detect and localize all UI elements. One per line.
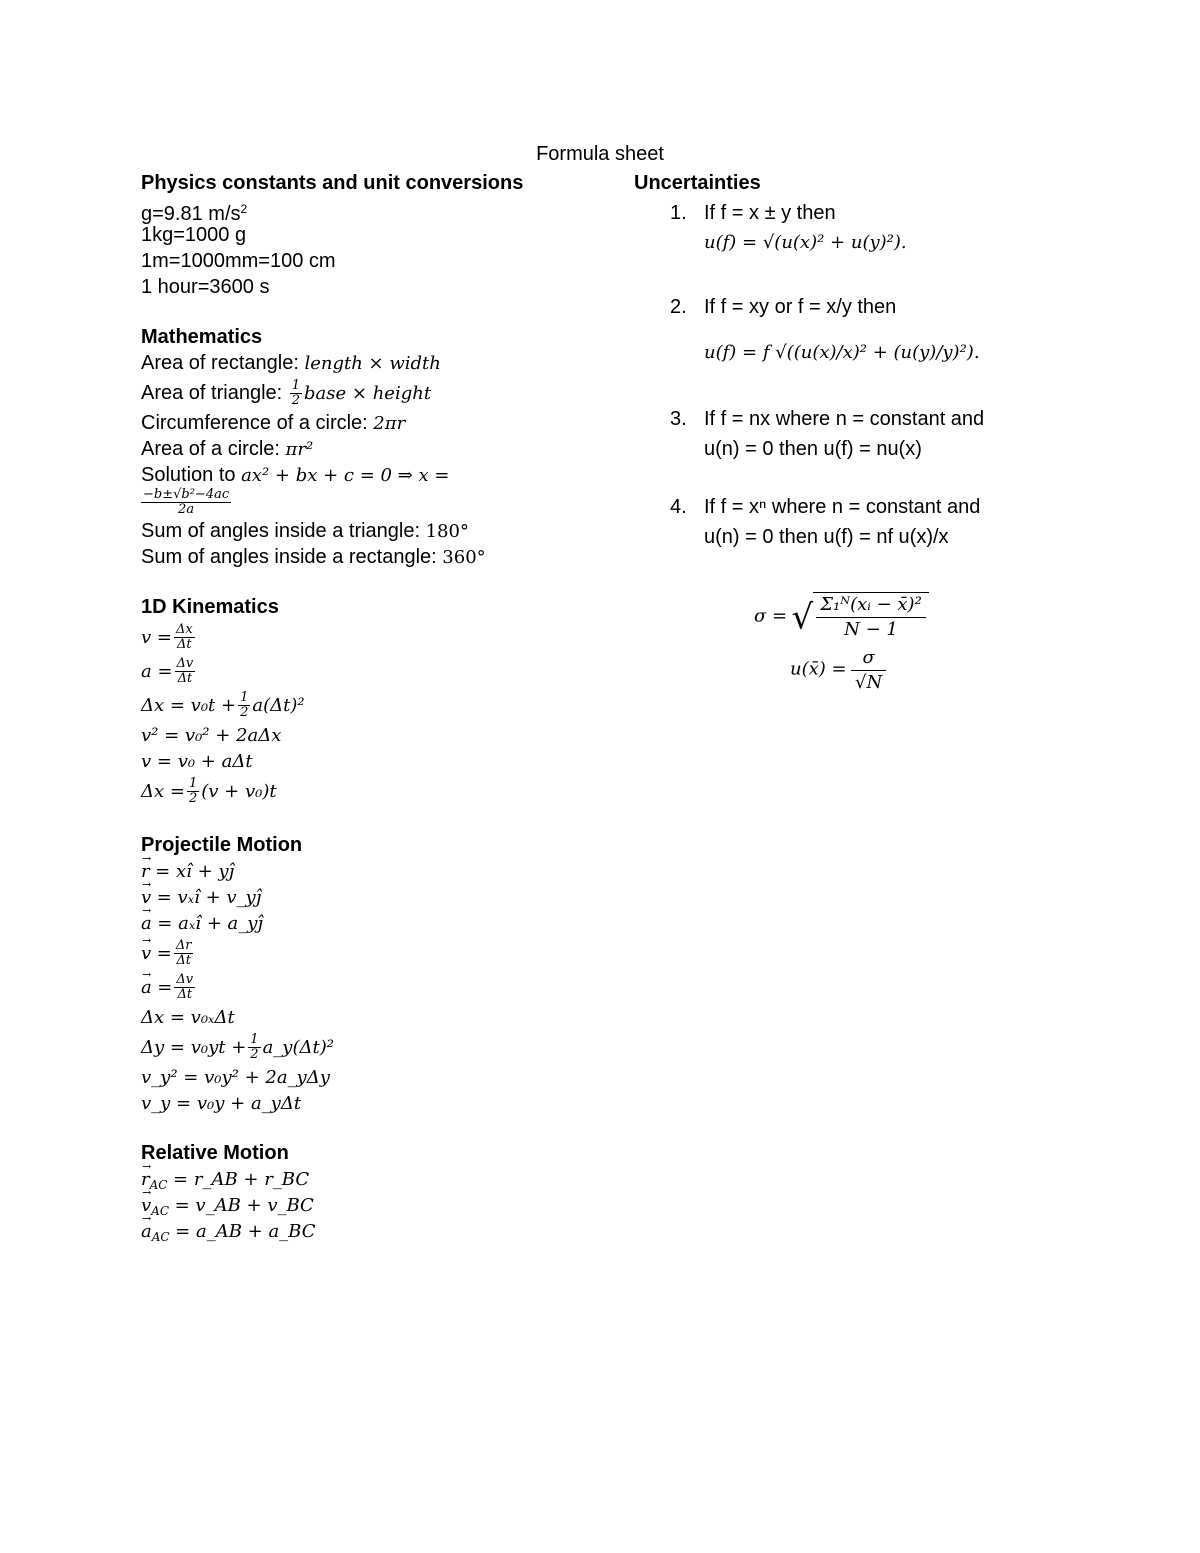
average-velocity-equation: Δx = $\frac{1}{2}$ (v + v₀)t bbox=[141, 776, 277, 807]
displacement-equation: Δx = v₀t + $\frac{1}{2}$ a(Δt)² bbox=[141, 690, 305, 721]
gravity-constant: g=9.81 $m/s^2$ bbox=[141, 202, 248, 225]
circumference-circle: Circumference of a circle: 2πr bbox=[141, 412, 406, 434]
area-rectangle: Area of rectangle: length × width bbox=[141, 352, 441, 374]
sum-angles-rectangle: Sum of angles inside a rectangle: 360° bbox=[141, 546, 486, 568]
kinematics-heading: 1D Kinematics bbox=[141, 596, 279, 618]
meter-conversion: 1m=1000mm=100 cm bbox=[141, 250, 336, 272]
uncertainty-rule-1: 1. If f = x ± y then u(f) = √(u(x)² + u(y)²). bbox=[670, 202, 907, 253]
standard-error-formula: u(x̄) = $\frac{\sigma}{√N}$ bbox=[634, 646, 1114, 695]
area-circle: Area of a circle: πr² bbox=[141, 438, 314, 460]
sum-angles-triangle: Sum of angles inside a triangle: 180° bbox=[141, 520, 469, 542]
standard-error-fraction: $\frac{\sigma}{√N}$ bbox=[851, 646, 886, 695]
page-title: Formula sheet bbox=[536, 143, 664, 165]
standard-deviation-formula: σ = √ $\frac{\text{Σ₁ᴺ(xᵢ − x̄)²}}{N - 1}$ bbox=[634, 592, 1114, 642]
acceleration-vector-definition: → a = $\frac{\Delta v}{\Delta t}$ bbox=[141, 970, 601, 1004]
sigma-fraction: $\frac{\text{Σ₁ᴺ(xᵢ − x̄)²}}{N - 1}$ bbox=[816, 593, 926, 642]
hour-conversion: 1 hour=3600 s bbox=[141, 276, 270, 298]
acceleration-equation: a = $\frac{\Delta v}{\Delta t}$ bbox=[141, 656, 194, 687]
constants-heading: Physics constants and unit conversions bbox=[141, 172, 524, 194]
quadratic-solution: Solution to ax² + bx + c = 0 ⇒ x = bbox=[141, 464, 450, 486]
uncertainty-rule-3: 3. If f = nx where n = constant and u(n) = 0 then u(f) = nu(x) bbox=[670, 408, 985, 460]
uncertainty-rule-2: 2. If f = xy or f = x/y then u(f) = f √((u(x)/x)² + (u(y)/y)²). bbox=[670, 296, 980, 363]
relative-acceleration: → $a_{AC}$ = a_AB + a_BC bbox=[141, 1218, 601, 1244]
projectile-vy-squared: v_y² = v₀y² + 2a_yΔy bbox=[141, 1067, 330, 1088]
relative-velocity: → $v_{AC}$ = v_AB + v_BC bbox=[141, 1192, 601, 1218]
mathematics-heading: Mathematics bbox=[141, 326, 263, 348]
quadratic-fraction: $\frac{\text{−b±√b²−4ac}}{2a}$ bbox=[143, 487, 230, 517]
kg-conversion: 1kg=1000 g bbox=[141, 224, 247, 246]
projectile-dy: Δy = v₀yt + $\frac{1}{2}$ a_y(Δt)² bbox=[141, 1032, 334, 1063]
relative-position: → $r_{AC}$ = r_AB + r_BC bbox=[141, 1166, 601, 1192]
half-fraction: $\frac{1}{2}$ bbox=[291, 378, 301, 409]
projectile-vy: v_y = v₀y + a_yΔt bbox=[141, 1093, 302, 1114]
area-triangle: Area of triangle: $\frac{1}{2}$ base × height bbox=[141, 378, 432, 409]
velocity-time-equation: v = v₀ + aΔt bbox=[141, 751, 253, 772]
position-vector: → r = xî + yĵ bbox=[141, 858, 601, 884]
quadratic-formula bbox=[141, 488, 601, 518]
projectile-dx: Δx = v₀ₓΔt bbox=[141, 1007, 235, 1028]
projectile-heading: Projectile Motion bbox=[141, 834, 303, 856]
velocity-equation: v = $\frac{\Delta x}{\Delta t}$ bbox=[141, 622, 193, 653]
uncertainty-rule-4: 4. If f = xⁿ where n = constant and u(n) = 0 then u(f) = nf u(x)/x bbox=[670, 496, 981, 548]
velocity-squared-equation: v² = v₀² + 2aΔx bbox=[141, 725, 282, 746]
velocity-vector: → v = vₓî + v_yĵ bbox=[141, 884, 601, 910]
uncertainties-heading: Uncertainties bbox=[634, 172, 761, 194]
relative-motion-heading: Relative Motion bbox=[141, 1142, 289, 1164]
acceleration-vector: → a = aₓî + a_yĵ bbox=[141, 910, 601, 936]
right-column bbox=[634, 170, 1114, 695]
velocity-vector-definition: → v = $\frac{\Delta r}{\Delta t}$ bbox=[141, 936, 601, 970]
left-column bbox=[141, 170, 601, 1244]
